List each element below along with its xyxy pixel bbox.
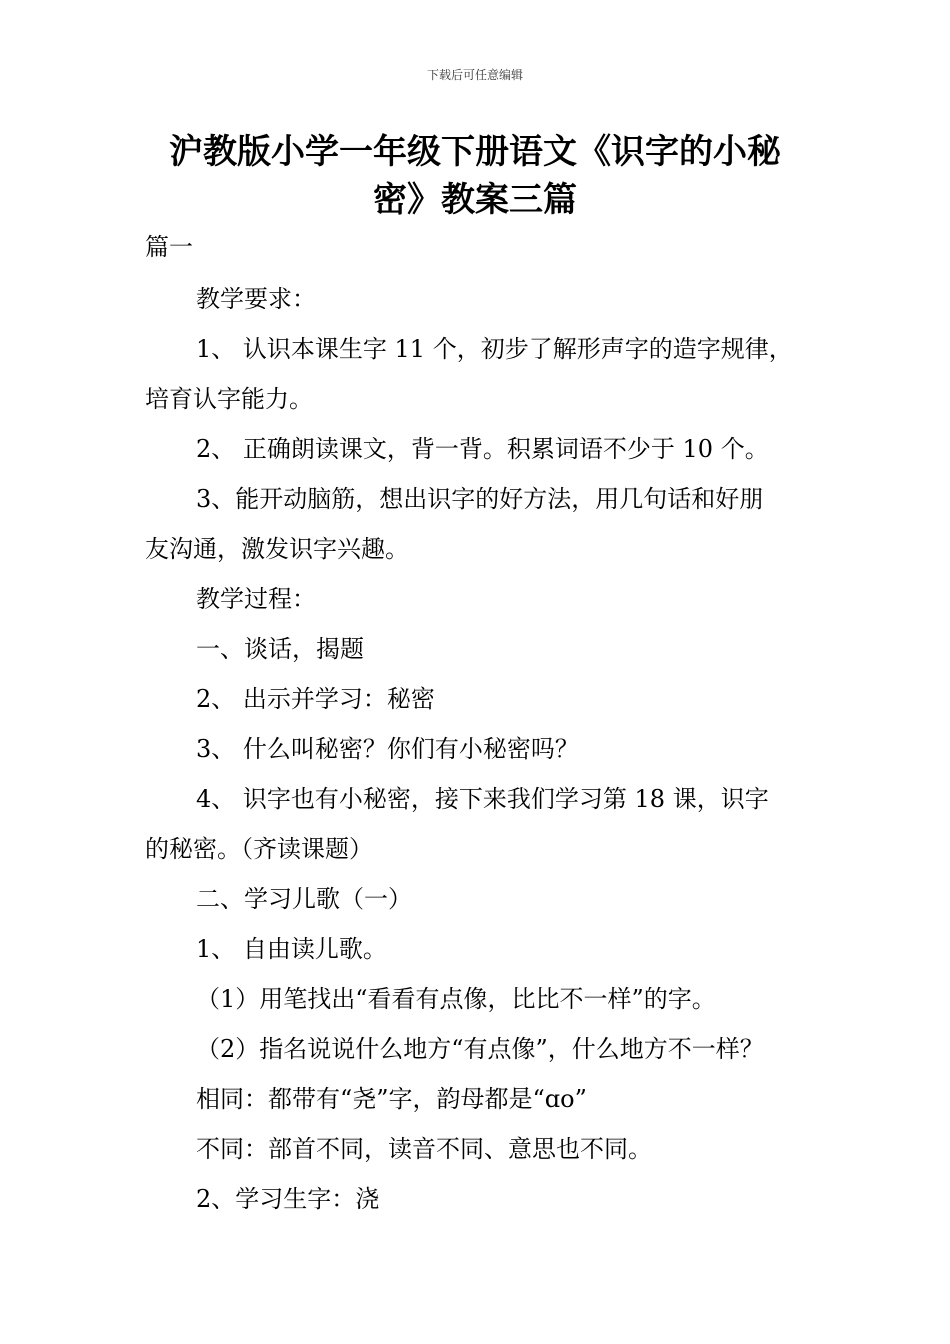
paragraph-line: （2）指名说说什么地方“有点像”，什么地方不一样？	[196, 1035, 764, 1063]
paragraph-line: 1、 认识本课生字 11 个，初步了解形声字的造字规律，	[196, 335, 793, 363]
paragraph-line: 1、 自由读儿歌。	[196, 935, 387, 963]
header-note: 下载后可任意编辑	[426, 68, 523, 82]
paragraph-line: 2、 出示并学习：秘密	[196, 685, 435, 713]
paragraph-line: 相同：都带有“尧”字，韵母都是“ɑo”	[196, 1085, 587, 1113]
paragraph-line: 2、学习生字：浇	[196, 1185, 380, 1213]
title-line-1: 沪教版小学一年级下册语文《识字的小秘	[169, 132, 781, 172]
paragraph-line: 4、 识字也有小秘密，接下来我们学习第 18 课，识字	[196, 785, 769, 813]
paragraph-line: 教学过程：	[196, 585, 316, 613]
paragraph-line: 3、能开动脑筋，想出识字的好方法，用几句话和好朋	[196, 485, 764, 513]
paragraph-line: 培育认字能力。	[145, 385, 313, 413]
paragraph-line: （1）用笔找出“看看有点像，比比不一样”的字。	[196, 985, 716, 1013]
paragraph-line: 3、 什么叫秘密？你们有小秘密吗？	[196, 735, 579, 763]
document-title	[145, 128, 805, 224]
paragraph-line: 一、谈话，揭题	[196, 635, 364, 663]
paragraph-line: 教学要求：	[196, 285, 316, 313]
paragraph-line: 友沟通，激发识字兴趣。	[145, 535, 409, 563]
section-heading: 篇一	[145, 233, 193, 261]
paragraph-line: 2、 正确朗读课文，背一背。积累词语不少于 10 个。	[196, 435, 769, 463]
paragraph-line: 不同：部首不同，读音不同、意思也不同。	[196, 1135, 652, 1163]
paragraph-line: 二、学习儿歌（一）	[196, 885, 412, 913]
paragraph-line: 的秘密。（齐读课题）	[145, 835, 373, 863]
title-line-2: 密》教案三篇	[373, 180, 577, 220]
